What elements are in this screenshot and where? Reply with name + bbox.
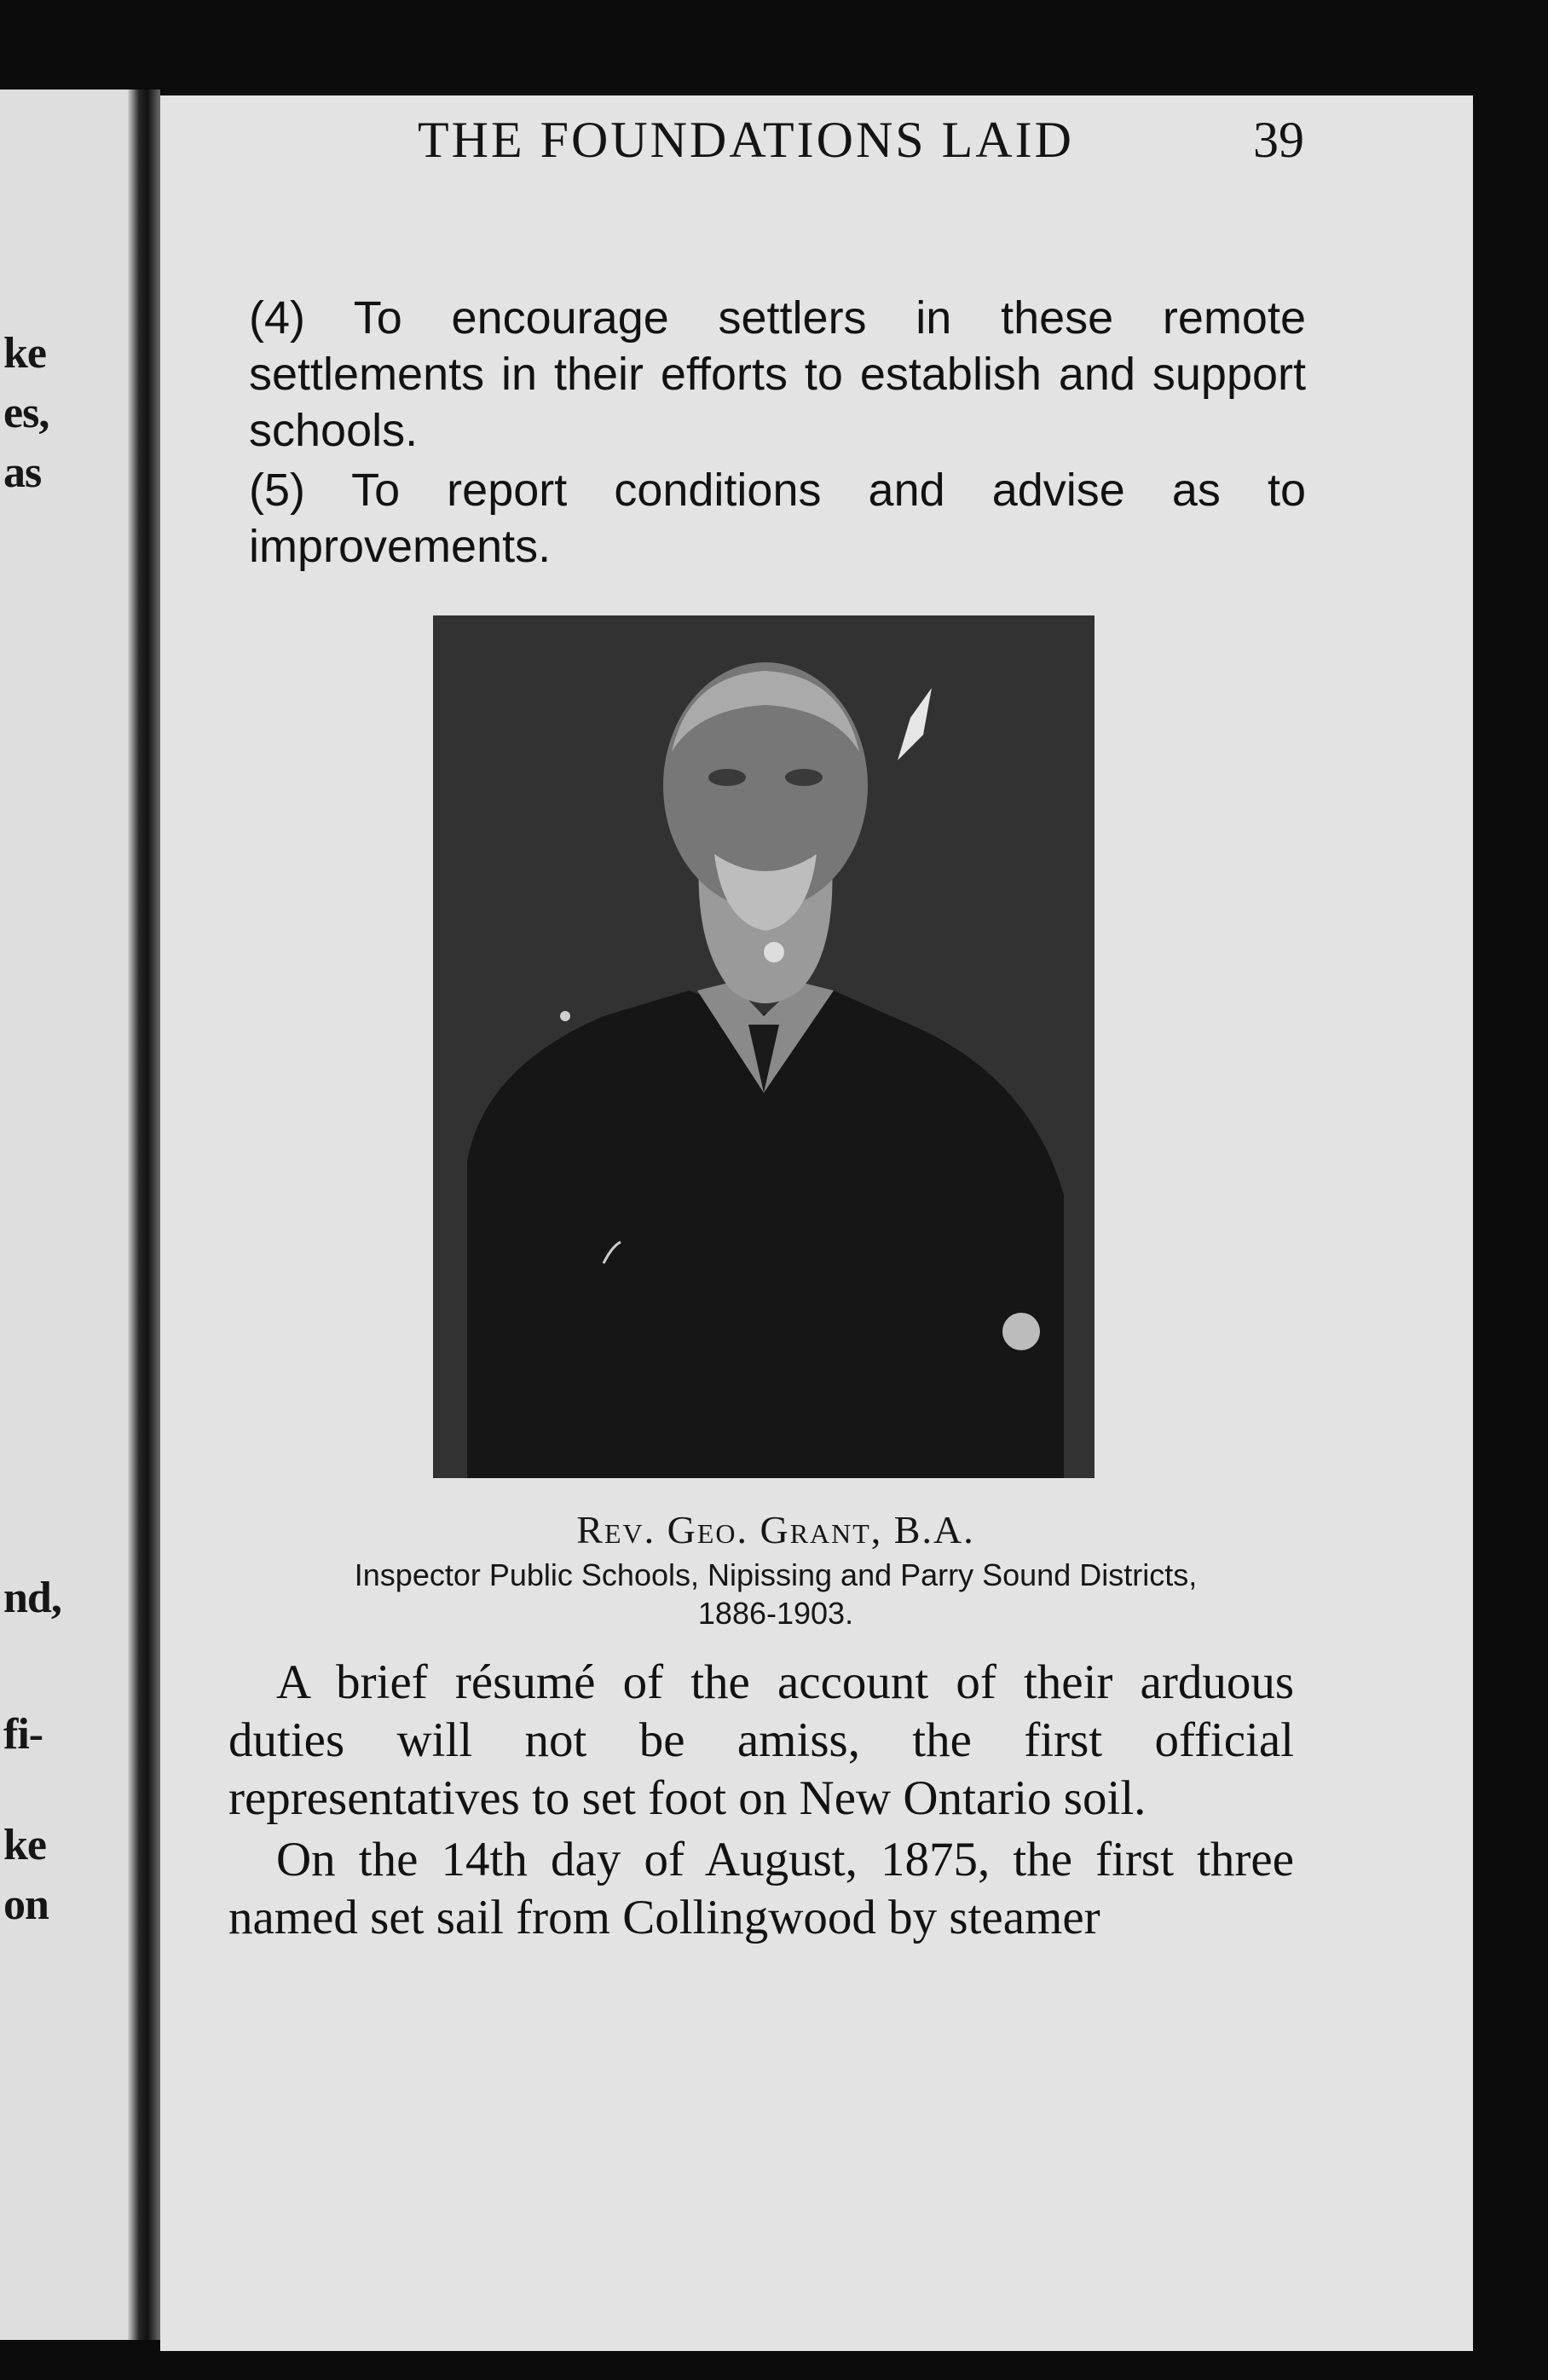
portrait-photo-icon — [433, 615, 1095, 1478]
body-paragraph-1-text: A brief résumé of the account of their arduous duties will not be amiss, the first official representatives to set foot on New Ontario soil. — [228, 1655, 1294, 1825]
facing-page-fragment: ke — [3, 329, 46, 378]
facing-page-fragment: ke — [3, 1821, 46, 1869]
running-head: THE FOUNDATIONS LAID — [418, 112, 1074, 168]
page-header — [418, 111, 1321, 188]
list-item-5: (5) To report conditions and advise as to improvements. — [249, 465, 1306, 572]
facing-page-fragment: nd, — [3, 1574, 61, 1622]
portrait-caption-name: Rev. Geo. Grant, B.A. — [576, 1508, 975, 1551]
body-paragraph-1 — [228, 1654, 1294, 1828]
portrait-caption-role: Inspector Public Schools, Nipissing and Parry Sound Districts, — [354, 1557, 1198, 1592]
facing-page-fragment: es, — [3, 389, 49, 437]
body-paragraph-2-text: On the 14th day of August, 1875, the first three named set sail from Collingwood by steamer — [228, 1833, 1294, 1944]
facing-page-fragment: fi- — [3, 1710, 43, 1759]
facing-page-edge — [0, 90, 128, 2340]
body-paragraph-2 — [228, 1831, 1294, 1947]
page-number: 39 — [1253, 112, 1304, 168]
facing-page-fragment: as — [3, 448, 42, 497]
facing-page-fragment: on — [3, 1880, 49, 1929]
list-item-4: (4) To encourage settlers in these remote settlements in their efforts to establish and support schools. — [249, 292, 1306, 456]
book-gutter — [128, 90, 160, 2340]
portrait-caption-years: 1886-1903. — [697, 1596, 854, 1631]
